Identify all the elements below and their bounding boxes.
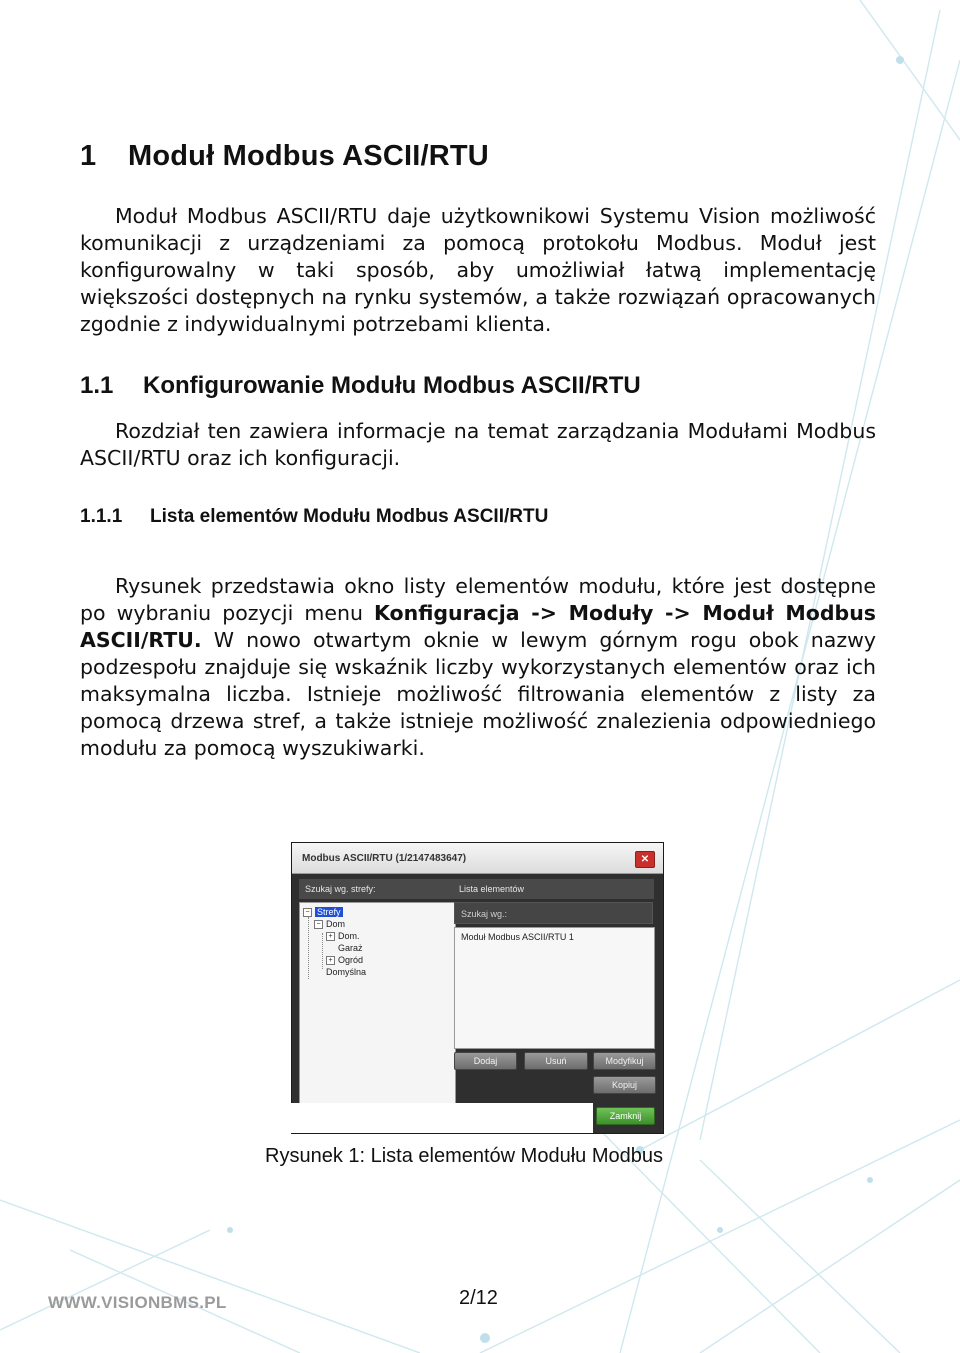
list-item[interactable]: Moduł Modbus ASCII/RTU 1 — [461, 932, 574, 942]
heading-3-text: Lista elementów Modułu Modbus ASCII/RTU — [150, 506, 549, 527]
heading-2-number: 1.1 — [80, 372, 114, 399]
tree-label-dom: Dom — [326, 919, 346, 929]
heading-3-number: 1.1.1 — [80, 506, 123, 527]
copy-button[interactable]: Kopiuj — [593, 1076, 656, 1094]
element-list-header: Lista elementów — [453, 879, 654, 899]
tree-label-strefy: Strefy — [317, 907, 341, 917]
heading-1-text: Moduł Modbus ASCII/RTU — [128, 140, 489, 172]
paragraph-intro: Moduł Modbus ASCII/RTU daje użytkownikowi Systemu Vision możliwość komunikacji z urządzeniami za pomocą protokołu Modbus. Moduł jest konfigurowalny w taki sposób, aby umożliwiał łatwą implementację większości dostępnych na rynku systemów, a także rozwiązań opracowanych zgodnie z indywidualnymi potrzebami klienta. — [80, 204, 876, 336]
page-number: 2/12 — [459, 1287, 498, 1309]
modbus-window-screenshot — [291, 842, 664, 1134]
screenshot-crop-mask — [291, 1103, 593, 1133]
close-dialog-button[interactable]: Zamknij — [596, 1107, 655, 1125]
figure-caption: Rysunek 1: Lista elementów Modułu Modbus — [265, 1145, 663, 1167]
heading-2-text: Konfigurowanie Modułu Modbus ASCII/RTU — [143, 372, 641, 399]
tree-label: Dom. — [338, 931, 360, 941]
zone-search-header: Szukaj wg. strefy: — [299, 879, 454, 899]
tree-label: Garaż — [338, 943, 363, 953]
tree-item-dom-child[interactable] — [326, 931, 360, 941]
tree-item-domyslna[interactable] — [326, 967, 366, 977]
collapse-icon[interactable]: − — [314, 920, 323, 929]
collapse-icon[interactable]: − — [303, 908, 312, 917]
footer-logo: WWW.VISIONBMS.PL — [48, 1293, 227, 1312]
heading-1-number: 1 — [80, 140, 97, 172]
menu-path: Konfiguracja -> Moduły -> Moduł Modbus ASCII/RTU. — [80, 601, 876, 652]
zone-tree — [299, 902, 456, 1122]
tree-label: Ogród — [338, 955, 364, 965]
tree-item-dom[interactable] — [314, 919, 345, 929]
heading-2 — [80, 372, 641, 400]
tree-item-strefy[interactable] — [303, 907, 343, 917]
delete-button[interactable]: Usuń — [524, 1052, 588, 1070]
element-list — [454, 927, 655, 1049]
paragraph-config: Rozdział ten zawiera informacje na temat zarządzania Modułami Modbus ASCII/RTU oraz ich konfiguracji. — [80, 419, 876, 470]
paragraph-3-before: Rysunek przedstawia okno listy elementów modułu, które jest dostępne po wybraniu pozycji menu — [80, 574, 876, 625]
paragraph-3-after: W nowo otwartym oknie w lewym górnym rogu obok nazwy podzespołu znajduje się wskaźnik liczby wykorzystanych elementów oraz ich maksymalna liczba. Istnieje możliwość filtrowania elementów z listy za pomocą drzewa stref, a także istnieje możliwość znalezienia odpowiedniego modułu za pomocą wyszukiwarki. — [80, 628, 876, 760]
heading-1 — [80, 140, 489, 173]
tree-item-ogrod[interactable] — [326, 955, 363, 965]
modify-button[interactable]: Modyfikuj — [593, 1052, 656, 1070]
add-button[interactable]: Dodaj — [454, 1052, 517, 1070]
window-title-bar — [292, 843, 663, 874]
heading-3 — [80, 506, 548, 528]
search-input[interactable]: Szukaj wg.: — [454, 902, 653, 924]
paragraph-list-description — [80, 573, 876, 762]
close-icon[interactable]: ✕ — [635, 851, 655, 868]
tree-label: Domyślna — [326, 967, 367, 977]
expand-icon[interactable]: + — [326, 932, 335, 941]
tree-item-garaz[interactable] — [338, 943, 363, 953]
window-title: Modbus ASCII/RTU (1/2147483647) — [302, 853, 467, 864]
expand-icon[interactable]: + — [326, 956, 335, 965]
